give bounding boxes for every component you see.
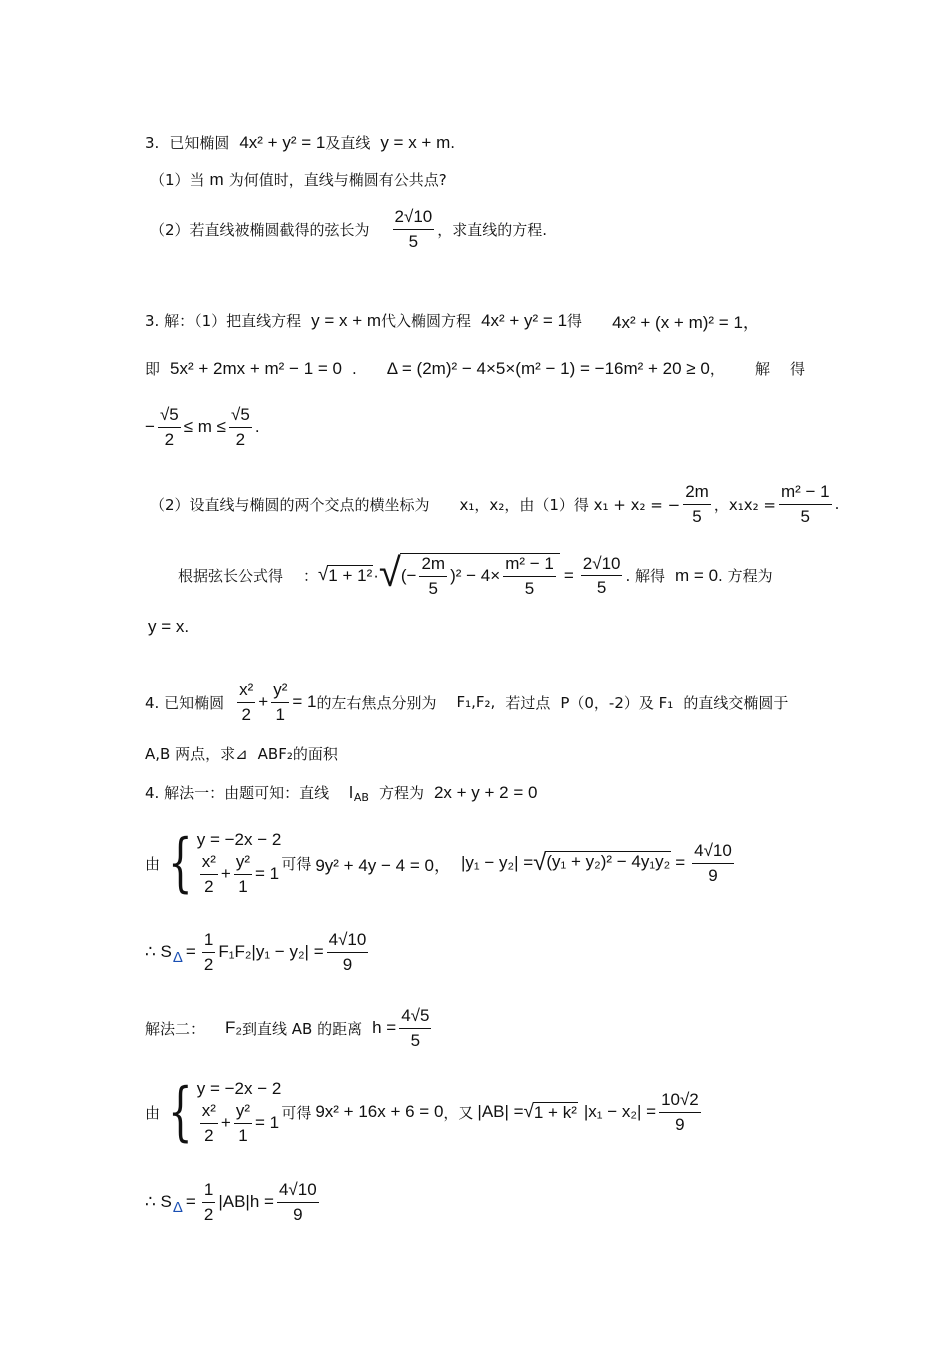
big-sqrt: √ (− $\frac{2m}{5}$ )² − 4× $\frac{\text{m² − 1}}{5}$ <box>379 553 560 598</box>
math: y = x + m <box>311 310 382 330</box>
math: + <box>258 692 269 712</box>
ellipse-equation: 4x² + y² = 1 <box>239 132 326 152</box>
problem-3-part2 <box>150 207 547 251</box>
problem-3-part1 <box>150 169 447 190</box>
fraction <box>692 841 734 885</box>
frac-den: 2 <box>241 704 251 724</box>
frac-den: 2 <box>164 429 175 449</box>
math: |AB| = <box>477 1102 524 1122</box>
frac-den: 5 <box>800 506 811 526</box>
frac-den: 2 <box>203 1204 214 1224</box>
problem-4-statement <box>145 680 788 724</box>
sqrt: √ 1 + k² <box>523 1099 577 1122</box>
frac-den: 5 <box>428 578 439 598</box>
fraction <box>234 852 252 896</box>
text: 及直线 <box>325 134 371 152</box>
text: ，求直线的方程. <box>437 220 548 239</box>
frac-den: 5 <box>408 231 419 251</box>
math: · <box>373 565 379 585</box>
fraction <box>202 930 215 974</box>
frac-den: 1 <box>238 1125 248 1145</box>
text: A,B 两点，求⊿ <box>145 745 248 763</box>
frac-den: 2 <box>203 954 214 974</box>
solution-3-line-4 <box>150 482 839 526</box>
math: 9y² + 4y − 4 = 0， <box>315 855 451 875</box>
delta-symbol: Δ <box>172 948 183 966</box>
math: |x₁ − x₂| = <box>583 1102 657 1122</box>
math: − <box>145 417 155 437</box>
math: = 1 <box>255 864 280 884</box>
sqrt-arg: 1 + 1² <box>328 566 373 586</box>
text: 得 <box>789 360 805 378</box>
text: 4. 解法一：由题可知：直线 <box>145 784 330 802</box>
text: 若过点 <box>505 693 551 712</box>
math: = <box>675 853 686 873</box>
text: 的直线交椭圆于 <box>683 693 789 712</box>
fraction <box>327 930 369 974</box>
solution-4-area-1 <box>145 930 371 974</box>
fraction <box>581 554 623 598</box>
math: m = 0 <box>675 565 719 585</box>
frac-den: 2 <box>235 429 246 449</box>
fraction <box>200 852 218 896</box>
equation-system: { y = −2x − 2 $\frac{\text{x²}}{2}$ + $\frac{\text{y²}}{1}$ = 1 <box>168 826 282 901</box>
text: 根据弦长公式得 <box>178 567 284 586</box>
system-row-1: y = −2x − 2 <box>196 1079 282 1098</box>
solution-4-system-2 <box>145 1075 704 1150</box>
math: ∴ S <box>145 942 172 962</box>
system-row-2: $\frac{\text{x²}}{2}$ + $\frac{\text{y²}}{1}$ = 1 <box>201 852 280 896</box>
solution-3-line-3 <box>145 405 260 449</box>
math: ∴ S <box>145 1192 172 1212</box>
frac-num: √5 <box>229 405 252 428</box>
math: x₁，x₂，由（1）得 x₁ + x₂ = − <box>459 495 681 514</box>
frac-den: 1 <box>238 876 248 896</box>
frac-num: y² <box>271 680 289 703</box>
system-row-1: y = −2x − 2 <box>196 830 282 849</box>
math: y = x. <box>148 617 190 636</box>
text: （1）当 <box>150 171 205 189</box>
sqrt-arg: (y₁ + y₂)² − 4y₁y₂ <box>545 851 671 875</box>
discriminant: Δ = (2m)² − 4×5×(m² − 1) = −16m² + 20 ≥ 0 <box>386 358 710 378</box>
system-row-2: $\frac{\text{x²}}{2}$ + $\frac{\text{y²}}{1}$ = 1 <box>201 1101 280 1145</box>
frac-num: 4√10 <box>327 930 369 953</box>
math: 2x + y + 2 = 0 <box>433 782 538 802</box>
text: 由 <box>145 854 161 873</box>
text: 由 <box>145 1103 161 1122</box>
math: = 1 <box>255 1113 280 1133</box>
frac-num: x² <box>200 852 218 875</box>
frac-num: 1 <box>202 1180 215 1203</box>
math: 4x² + (x + m)² = 1， <box>612 313 760 332</box>
chord-length-fraction <box>393 207 435 251</box>
frac-num: 2m <box>683 482 711 505</box>
text: 为何值时，直线与椭圆有公共点? <box>228 171 447 189</box>
fraction <box>419 554 447 598</box>
math: |AB|h = <box>218 1192 274 1212</box>
triangle-label: ABF₂ <box>257 744 293 763</box>
text: 解 <box>754 360 770 378</box>
fraction <box>683 482 711 526</box>
text: . <box>450 133 456 152</box>
fraction <box>779 482 832 526</box>
frac-num: x² <box>237 680 255 703</box>
text: 得 <box>567 312 583 330</box>
fraction <box>158 405 181 449</box>
line-equation: y = x + m <box>380 132 451 152</box>
solution-3-line-5 <box>178 553 773 598</box>
subscript: AB <box>353 791 369 804</box>
frac-den: 9 <box>708 865 718 885</box>
solution-3-line-2 <box>145 358 805 379</box>
fraction <box>234 1101 252 1145</box>
frac-num: 4√10 <box>277 1180 319 1203</box>
problem-4-line-2 <box>145 743 338 764</box>
math: . <box>254 417 260 437</box>
frac-num: m² − 1 <box>779 482 832 505</box>
solution-3-line-1 <box>145 308 760 333</box>
math: |y₁ − y₂| = <box>460 853 534 873</box>
sqrt: √ 1 + 1² <box>318 563 373 586</box>
frac-num: x² <box>200 1101 218 1124</box>
text: 解法二： <box>145 1019 206 1038</box>
frac-num: 2m <box>419 554 447 577</box>
fraction <box>202 1180 215 1224</box>
text: 到直线 AB 的距离 <box>242 1019 363 1038</box>
fraction <box>503 554 556 598</box>
text: （2）若直线被椭圆截得的弦长为 <box>150 220 370 239</box>
frac-num: 2√10 <box>581 554 623 577</box>
solution-4-system-1 <box>145 826 737 901</box>
fraction <box>399 1006 431 1050</box>
text: 4. 已知椭圆 <box>145 693 225 712</box>
fraction <box>277 1180 319 1224</box>
var-m: m <box>209 169 224 189</box>
fraction <box>659 1090 701 1134</box>
frac-num: 10√2 <box>659 1090 701 1113</box>
math: = <box>185 1192 196 1212</box>
frac-den: 5 <box>410 1030 421 1050</box>
solution-4-method-2 <box>145 1006 434 1050</box>
math: )² − 4× <box>450 566 501 586</box>
frac-den: 5 <box>692 506 702 526</box>
math: l <box>349 782 353 802</box>
math: F₁F₂|y₁ − y₂| = <box>218 942 324 962</box>
frac-num: √5 <box>158 405 181 428</box>
text: . 方程为 <box>718 567 773 586</box>
text: 代入椭圆方程 <box>381 312 472 330</box>
frac-den: 9 <box>675 1114 685 1134</box>
text: 3. 解：（1）把直线方程 <box>145 312 302 330</box>
frac-den: 1 <box>275 704 286 724</box>
problem-3-statement <box>145 132 455 153</box>
frac-num: m² − 1 <box>503 554 556 577</box>
text: 的面积 <box>292 745 338 763</box>
math: ，x₁x₂ = <box>713 495 776 514</box>
text: 可得 <box>281 1103 312 1122</box>
math: 9x² + 16x + 6 = 0 <box>315 1102 444 1122</box>
frac-den: 5 <box>596 578 607 598</box>
text: （2）设直线与椭圆的两个交点的横坐标为 <box>150 495 430 514</box>
math: 5x² + 2mx + m² − 1 = 0 <box>170 358 342 378</box>
sqrt: √ (y₁ + y₂)² − 4y₁y₂ <box>533 849 671 877</box>
frac-den: 2 <box>204 1125 214 1145</box>
math: . <box>834 495 840 514</box>
text: 已知椭圆 <box>169 134 230 152</box>
delta-symbol: Δ <box>172 1198 183 1216</box>
solution-4-area-2 <box>145 1180 322 1224</box>
text: 可得 <box>281 854 312 873</box>
math: = 1 <box>292 692 317 712</box>
frac-den: 2 <box>204 876 214 896</box>
sqrt-arg: 1 + k² <box>533 1102 577 1122</box>
math: (− <box>400 566 417 586</box>
text: ，又 <box>443 1103 474 1122</box>
frac-den: 9 <box>342 954 353 974</box>
text: ： <box>303 567 319 586</box>
frac-num: 4√5 <box>399 1006 431 1029</box>
solution-4-line-1 <box>145 782 537 803</box>
frac-den: 5 <box>524 578 535 598</box>
fraction <box>229 405 252 449</box>
foci: F₁,F₂, <box>456 693 496 712</box>
text: 的左右焦点分别为 <box>316 693 437 712</box>
math: = <box>563 565 574 585</box>
frac-num: y² <box>234 1101 252 1124</box>
frac-den: 9 <box>293 1204 303 1224</box>
text: . 解得 <box>625 567 666 586</box>
text: ， <box>709 360 725 378</box>
math: h = <box>372 1018 397 1038</box>
equation-system: { y = −2x − 2 $\frac{\text{x²}}{2}$ + $\frac{\text{y²}}{1}$ = 1 <box>168 1075 282 1150</box>
solution-3-line-6 <box>148 617 189 637</box>
math: 4x² + y² = 1 <box>481 310 568 330</box>
frac-num: 1 <box>202 930 215 953</box>
point-p: P（0，-2）及 F₁ <box>560 693 674 712</box>
frac-num: 4√10 <box>692 841 734 864</box>
text: 即 <box>145 360 161 378</box>
text: 方程为 <box>378 784 424 802</box>
math: = <box>185 942 196 962</box>
problem-number: 3. <box>145 133 160 152</box>
fraction <box>237 680 255 724</box>
frac-num: y² <box>234 852 252 875</box>
fraction <box>271 680 289 724</box>
math: F₂ <box>225 1018 242 1038</box>
math: ≤ m ≤ <box>183 417 227 437</box>
frac-num: 2√10 <box>393 207 435 230</box>
text: . <box>351 359 357 378</box>
fraction <box>200 1101 218 1145</box>
